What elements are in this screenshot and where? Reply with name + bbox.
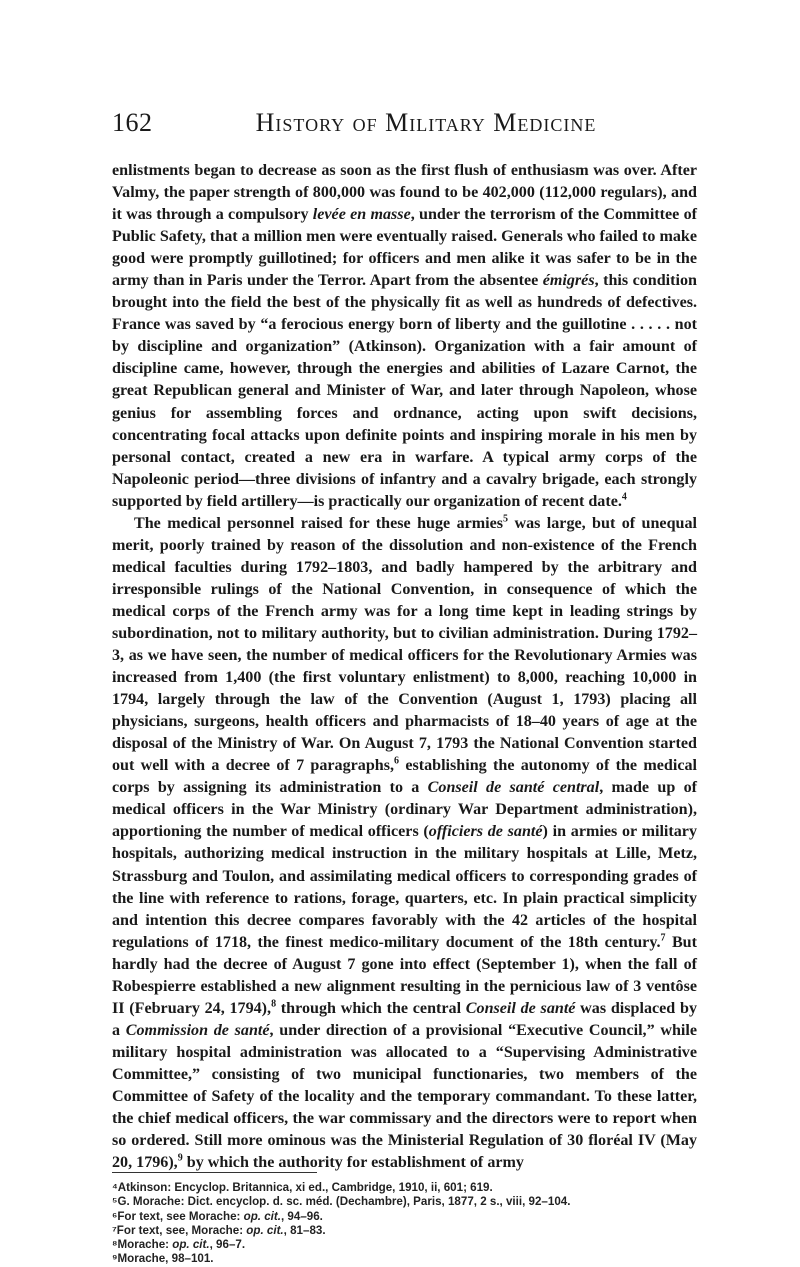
footnote-8: ⁸Morache: op. cit., 96–7.	[112, 1238, 246, 1252]
footnote-9: ⁹Morache, 98–101.	[112, 1252, 214, 1266]
footnote-rule	[112, 1172, 317, 1173]
italic-conseil: Conseil de santé	[465, 999, 576, 1017]
paragraph-1: enlistments began to decrease as soon as the first flush of enthusiasm was over. After Valmy, the paper strength of 800,000 was found to be 402,000 (112,000 regulars), and it was through a compulsory levée en masse, under the terrorism of the Committee of Public Safety, that a million men were eventually raised. Generals who failed to make good were promptly guillotined; for officers and men alike it was safer to be in the army than in Paris under the Terror. Apart from the absentee émigrés, this condition brought into the field the best of the physically fit as well as hundreds of defectives. France was saved by “a ferocious energy born of liberty and the guillotine . . . . . not by discipline and organization” (Atkinson). Organization with a fair amount of discipline came, however, through the energies and abilities of Lazare Carnot, the great Republican general and Minister of War, and later through Napoleon, whose genius for assembling forces and ordnance, acting upon swift decisions, concentrating focal attacks upon definite points and inspiring morale in his men by personal contact, created a new era in warfare. A typical army corps of the Napoleonic period—three divisions of infantry and a cavalry brigade, each strongly supported by field artillery—is practically our organization of recent date.$^4$	[112, 162, 697, 510]
running-head	[112, 108, 700, 142]
footnote-ref-9: 9	[177, 1152, 183, 1164]
body-text	[112, 160, 697, 1174]
italic-officiers: officiers de santé	[428, 823, 543, 841]
italic-levee: levée en masse	[312, 206, 411, 224]
footnote-7: ⁷For text, see, Morache: op. cit., 81–83.	[112, 1223, 326, 1237]
footnote-ref-8: 8	[271, 998, 277, 1010]
footnote-6: ⁶For text, see Morache: op. cit., 94–96.	[112, 1209, 323, 1223]
italic-commission: Commission de santé	[125, 1021, 270, 1039]
footnotes	[112, 1181, 697, 1267]
page-number: 162	[112, 108, 153, 137]
footnote-5: ⁵G. Morache: Dict. encyclop. d. sc. méd. (Dechambre), Paris, 1877, 2 s., viii, 92–104.	[112, 1195, 571, 1209]
paragraph-2: The medical personnel raised for these huge armies$^5$ was large, but of unequal merit, poorly trained by reason of the dissolution and non-existence of the French medical faculties during 1792–1803, and badly hampered by the arbitrary and irresponsible rulings of the National Convention, in consequence of which the medical corps of the French army was for a long time kept in leading strings by subordination, not to military authority, but to civilian administration. During 1792–3, as we have seen, the number of medical officers for the Revolutionary Armies was increased from 1,400 (the first voluntary enlistment) to 8,000, reaching 10,000 in 1794, largely through the law of the Convention (August 1, 1793) placing all physicians, surgeons, health officers and pharmacists of 18–40 years of age at the disposal of the Ministry of War. On August 7, 1793 the National Convention started out well with a decree of 7 paragraphs,$^6$ establishing the autonomy of the medical corps by assigning its administration to a Conseil de santé central, made up of medical officers in the War Ministry (ordinary War Department administration), apportioning the number of medical officers (officiers de santé) in armies or military hospitals, authorizing medical instruction in the military hospitals at Lille, Metz, Strassburg and Toulon, and assimilating medical officers to corresponding grades of the line with reference to rations, forage, quarters, etc. In plain practical simplicity and intention this decree compares favorably with the 42 articles of the hospital regulations of 1718, the finest medico-military document of the 18th century.$^7$ But hardly had the decree of August 7 gone into effect (September 1), when the fall of Robespierre established a new alignment resulting in the pernicious law of 3 ventôse II (February 24, 1794),$^8$ through which the central Conseil de santé was displaced by a Commission de santé, under direction of a provisional “Executive Council,” while military hospital administration was allocated to a “Supervising Administrative Committee,” consisting of two municipal functionaries, two members of the Committee of Safety of the locality and the temporary commandant. To these latter, the chief medical officers, the war commissary and the directors were to report when so ordered. Still more ominous was the Ministerial Regulation of 30 floréal IV (May 20, 1796),$^9$ by which the authority for establishment of army	[112, 513, 697, 1172]
book-title: History of Military Medicine	[255, 108, 597, 137]
footnote-ref-5: 5	[503, 513, 509, 525]
italic-conseil-central: Conseil de santé central	[427, 779, 600, 797]
footnote-ref-4: 4	[621, 491, 627, 503]
footnote-4: ⁴Atkinson: Encyclop. Britannica, xi ed., Cambridge, 1910, ii, 601; 619.	[112, 1181, 493, 1194]
footnote-ref-7: 7	[660, 932, 666, 944]
footnote-ref-6: 6	[394, 755, 400, 767]
italic-emigres: émigrés	[542, 272, 595, 290]
